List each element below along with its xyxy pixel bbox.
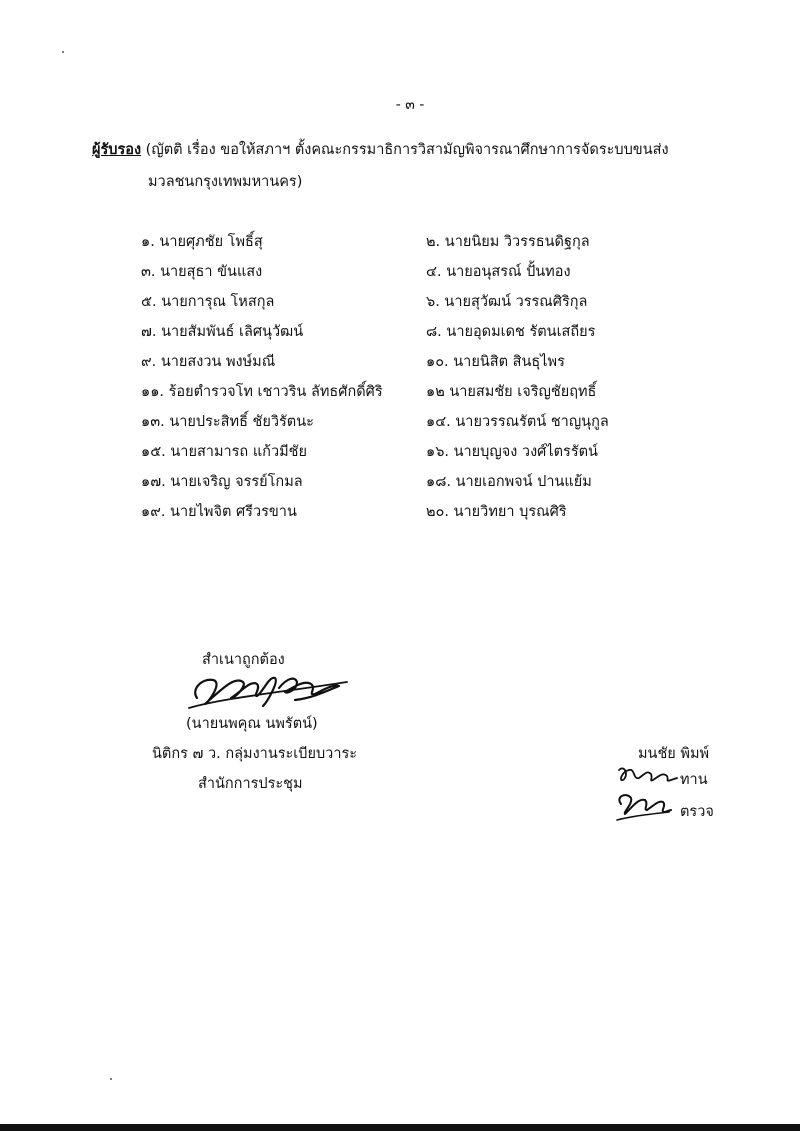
member-item: ๑๐. นายนิสิต สินธุไพร <box>426 354 565 370</box>
member-item: ๙. นายสงวน พงษ์มณี <box>141 354 276 370</box>
member-item: ๒๐. นายวิทยา บุรณศิริ <box>426 504 567 520</box>
member-item: ๘. นายอุดมเดช รัตนเสถียร <box>426 324 596 340</box>
typist-name: มนชัย พิมพ์ <box>638 746 710 762</box>
proofreader-initials-icon <box>615 762 679 788</box>
member-item: ๑๒ นายสมชัย เจริญชัยฤทธิ์ <box>426 384 597 400</box>
member-item: ๔. นายอนุสรณ์ ปั้นทอง <box>426 264 571 280</box>
scan-speck <box>62 51 64 53</box>
member-item: ๑๘. นายเอกพจน์ ปานแย้ม <box>426 474 592 490</box>
member-item: ๑๑. ร้อยตำรวจโท เชาวริน ลัทธศักดิ์ศิริ <box>141 384 383 400</box>
certifier-position: นิติกร ๗ ว. กลุ่มงานระเบียบวาระ <box>152 746 358 762</box>
scan-bottom-edge <box>0 1124 800 1131</box>
member-item: ๑๙. นายไพจิต ศรีวรขาน <box>141 504 297 520</box>
certified-copy-title: สำเนาถูกต้อง <box>202 652 285 668</box>
certifier-name: (นายนพคุณ นพรัตน์) <box>186 716 318 732</box>
proofread-label: ทาน <box>680 772 708 788</box>
member-item: ๑๖. นายบุญจง วงศ์ไตรรัตน์ <box>426 444 598 460</box>
check-label: ตรวจ <box>680 804 714 820</box>
header-text-line1: (ญัตติ เรื่อง ขอให้สภาฯ ตั้งคณะกรรมาธิการวิสามัญพิจารณาศึกษาการจัดระบบขนส่ง <box>141 142 669 158</box>
member-item: ๕. นายการุณ โหสกุล <box>141 294 275 310</box>
member-item: ๑๗. นายเจริญ จรรย์โกมล <box>141 474 303 490</box>
member-item: ๓. นายสุธา ขันแสง <box>141 264 263 280</box>
member-item: ๒. นายนิยม วิวรรธนดิฐกุล <box>426 234 590 250</box>
certifier-office: สำนักการประชุม <box>198 776 303 792</box>
scan-speck <box>110 1078 112 1080</box>
member-item: ๑๔. นายวรรณรัตน์ ชาญนุกูล <box>426 414 609 430</box>
checker-initials-icon <box>613 790 673 824</box>
member-item: ๗. นายสัมพันธ์ เลิศนุวัฒน์ <box>141 324 304 340</box>
certifier-signature-icon <box>183 668 353 714</box>
header-label: ผู้รับรอง <box>92 142 142 158</box>
member-item: ๖. นายสุวัฒน์ วรรณศิริกุล <box>426 294 588 310</box>
header-text-line2: มวลชนกรุงเทพมหานคร) <box>148 174 303 190</box>
member-item: ๑. นายศุภชัย โพธิ์สุ <box>141 234 263 250</box>
header-line-1 <box>92 138 669 161</box>
member-item: ๑๕. นายสามารถ แก้วมีชัย <box>141 444 307 460</box>
member-item: ๑๓. นายประสิทธิ์ ชัยวิรัตนะ <box>141 414 314 430</box>
page-number: - ๓ - <box>395 97 425 113</box>
